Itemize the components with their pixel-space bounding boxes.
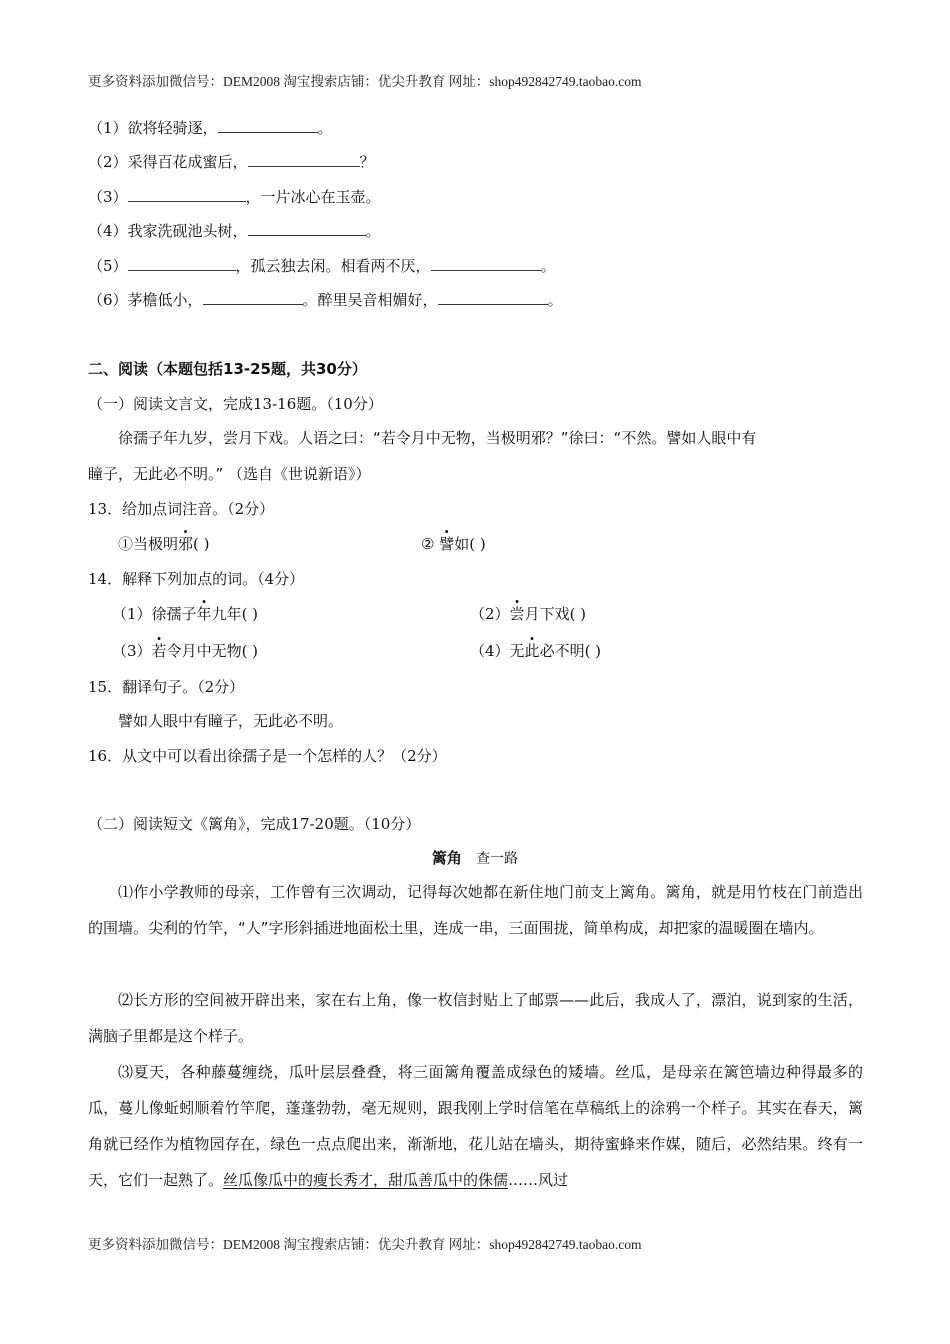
answer-blank[interactable] bbox=[248, 152, 360, 167]
answer-blank[interactable] bbox=[431, 256, 541, 271]
page-footer: 更多资料添加微信号：DEM2008 淘宝搜索店铺：优尖升教育 网址：shop492842749.taobao.com bbox=[88, 1237, 642, 1252]
answer-blank[interactable] bbox=[218, 118, 318, 133]
dotted-char: 尝 bbox=[509, 605, 525, 623]
page-header: 更多资料添加微信号：DEM2008 淘宝搜索店铺：优尖升教育 网址：shop492842749.taobao.com bbox=[88, 74, 642, 89]
part1-intro: （一）阅读文言文，完成13-16题。（10分） bbox=[88, 395, 383, 413]
poetry-item-3-end: ，一片冰心在玉壶。 bbox=[245, 188, 381, 206]
q14-3-answer[interactable]: 令月中无物( ) bbox=[166, 642, 259, 660]
article-paragraph-1: ⑴作小学教师的母亲，工作曾有三次调动，记得每次她都在新住地门前支上篱角。篱角，就是用竹枝在门前造出的围墙。尖利的竹竿，“人”字形斜插进地面松土里，连成一串，三面围拢，简单构成，却把家的温暖圈在墙内。 bbox=[88, 883, 863, 937]
question-14: 14．解释下列加点的词。（4分） bbox=[88, 570, 305, 588]
q13-a-answer[interactable]: ( ) bbox=[193, 535, 210, 553]
poetry-item-5-text: （5） bbox=[88, 257, 128, 275]
q14-4-text: （4）无 bbox=[470, 642, 525, 660]
underlined-sentence: 丝瓜像瓜中的瘦长秀才，甜瓜善瓜中的侏儒 bbox=[223, 1171, 509, 1189]
poetry-item-4 bbox=[88, 221, 381, 241]
q14-item-2 bbox=[470, 604, 586, 624]
poetry-item-2-end: ？ bbox=[359, 153, 375, 171]
poetry-item-6-end: 。 bbox=[547, 291, 563, 309]
q14-2-text: （2） bbox=[470, 605, 510, 623]
q14-3-text: （3） bbox=[112, 642, 152, 660]
poetry-item-2 bbox=[88, 152, 375, 172]
answer-blank[interactable] bbox=[248, 221, 366, 236]
poetry-item-6-text: （6）茅檐低小， bbox=[88, 291, 203, 309]
article-heading bbox=[0, 848, 950, 869]
dotted-char: 此 bbox=[524, 642, 540, 660]
q13-b-answer[interactable]: 如( ) bbox=[454, 535, 486, 553]
q15-sentence: 譬如人眼中有瞳子，无此必不明。 bbox=[118, 712, 344, 730]
poetry-item-4-end: 。 bbox=[365, 222, 381, 240]
q13-b-text: ② bbox=[421, 535, 440, 553]
poetry-item-4-text: （4）我家洗砚池头树， bbox=[88, 222, 248, 240]
q13-a-text: ①当极明 bbox=[118, 535, 179, 553]
passage-line-2: 瞳子，无此必不明。” （选自《世说新语》） bbox=[88, 465, 371, 483]
question-13: 13．给加点词注音。（2分） bbox=[88, 500, 275, 518]
poetry-item-6 bbox=[88, 290, 563, 310]
question-16: 16．从文中可以看出徐孺子是一个怎样的人？（2分） bbox=[88, 747, 447, 765]
poetry-item-1-text: （1）欲将轻骑逐， bbox=[88, 119, 218, 137]
answer-blank[interactable] bbox=[438, 290, 548, 305]
q13-item-b bbox=[421, 534, 486, 554]
poetry-item-5 bbox=[88, 256, 556, 276]
article-paragraph-3 bbox=[88, 1054, 863, 1198]
poetry-item-3 bbox=[88, 187, 381, 207]
dotted-char: 年 bbox=[196, 605, 212, 623]
dotted-char: 若 bbox=[151, 642, 167, 660]
q14-item-1 bbox=[112, 604, 258, 624]
paragraph-3-tail: ……风过 bbox=[508, 1171, 569, 1189]
q14-4-answer[interactable]: 必不明( ) bbox=[539, 642, 602, 660]
poetry-item-1-end: 。 bbox=[317, 119, 333, 137]
dotted-char: 邪 bbox=[178, 535, 194, 553]
section-heading: 二、阅读（本题包括13-25题，共30分） bbox=[88, 360, 367, 378]
dotted-char: 譬 bbox=[439, 535, 455, 553]
poetry-item-5-end: 。 bbox=[540, 257, 556, 275]
q13-item-a bbox=[118, 534, 210, 554]
q14-1-text: （1）徐孺子 bbox=[112, 605, 197, 623]
answer-blank[interactable] bbox=[203, 290, 303, 305]
q14-item-4 bbox=[470, 641, 601, 661]
paragraph-3-text: ⑶夏天，各种藤蔓缠绕，瓜叶层层叠叠，将三面篱角覆盖成绿色的矮墙。丝瓜，是母亲在篱笆墙边种得最多的瓜，蔓儿像蚯蚓顺着竹竿爬，蓬蓬勃勃，毫无规则，跟我刚上学时信笔在草稿纸上的涂鸦一个样子。其实在春天，篱角就已经作为植物园存在，绿色一点点爬出来，渐渐地，花儿站在墙头，期待蜜蜂来作媒，随后，必然结果。终有一天，它们一起熟了。 bbox=[88, 1063, 863, 1189]
q14-1-answer[interactable]: 九年( ) bbox=[211, 605, 259, 623]
article-paragraph-2: ⑵长方形的空间被开辟出来，家在右上角，像一枚信封贴上了邮票——此后，我成人了，漂泊，说到家的生活，满脑子里都是这个样子。 bbox=[88, 991, 863, 1045]
passage-line-1: 徐孺子年九岁，尝月下戏。人语之曰：“若令月中无物，当极明邪？”徐曰：“不然。譬如人眼中有 bbox=[118, 429, 757, 447]
poetry-item-2-text: （2）采得百花成蜜后， bbox=[88, 153, 248, 171]
poetry-item-3-text: （3） bbox=[88, 188, 128, 206]
q14-item-3 bbox=[112, 641, 258, 661]
poetry-item-5-mid: ，孤云独去闲。相看两不厌， bbox=[235, 257, 431, 275]
article-title: 篱角 bbox=[431, 849, 462, 867]
poetry-item-1 bbox=[88, 118, 333, 138]
article-author: 查一路 bbox=[476, 851, 519, 867]
answer-blank[interactable] bbox=[128, 256, 236, 271]
answer-blank[interactable] bbox=[128, 187, 246, 202]
q14-2-answer[interactable]: 月下戏( ) bbox=[524, 605, 587, 623]
question-15: 15．翻译句子。（2分） bbox=[88, 678, 245, 696]
poetry-item-6-mid: 。醉里吴音相媚好， bbox=[302, 291, 438, 309]
part2-intro: （二）阅读短文《篱角》，完成17-20题。（10分） bbox=[88, 815, 421, 833]
